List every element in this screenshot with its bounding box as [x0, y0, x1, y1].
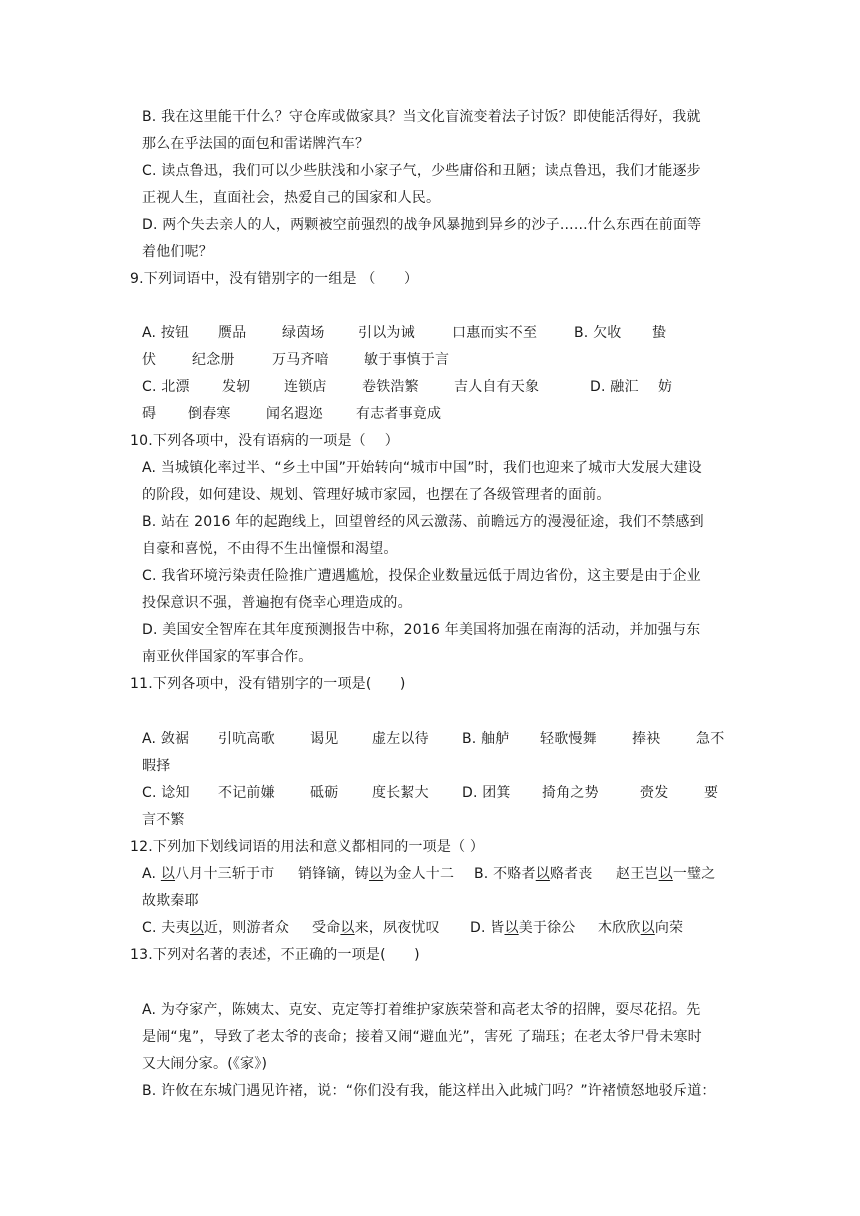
q11-option-c-label: C. 谂知 [142, 785, 190, 801]
q9-options-row1 [142, 323, 742, 343]
q12-stem: 12.下列加下划线词语的用法和意义都相同的一项是（ ） [130, 839, 485, 855]
q12-option-d-sentence1: D. 皆以美于徐公 [470, 920, 576, 936]
q11-option-a-word: 引吭高歌 [218, 731, 275, 747]
q12-option-a-sentence2: 销锋镝，铸以为金人十二 [298, 866, 455, 882]
q11-option-b-word: 轻歌慢舞 [540, 731, 597, 747]
q9-option-a-word: 绿茵场 [282, 325, 325, 341]
q12-options-row1 [142, 864, 742, 884]
q8-option-b-line1: B. 我在这里能干什么？守仓库或做家具？当文化盲流变着法子讨饭？即使能活得好，我就 [142, 109, 701, 125]
q10-option-c-line1: C. 我省环境污染责任险推广遭遇尴尬，投保企业数量远低于周边省份，这主要是由于企业 [142, 568, 701, 584]
q11-option-b-word: 急不 [696, 731, 725, 747]
q11-option-c-word: 不记前嫌 [218, 785, 275, 801]
q9-option-b-word: 纪念册 [192, 352, 235, 368]
q9-options-row4 [142, 404, 742, 424]
q9-option-c-word: 发轫 [222, 379, 251, 395]
q13-option-a-line1: A. 为夺家产，陈姨太、克安、克定等打着维护家族荣誉和高老太爷的招牌，耍尽花招。先 [142, 1002, 701, 1018]
q11-option-a-word: 虚左以待 [372, 731, 429, 747]
q9-option-d-word: 有志者事竟成 [356, 406, 442, 422]
q12-option-c-sentence2: 受命以来，夙夜忧叹 [312, 920, 440, 936]
q13-stem: 13.下列对名著的表述，不正确的一项是( ) [130, 947, 420, 963]
q9-option-d-label: D. 融汇 [590, 379, 639, 395]
q9-option-b-label: B. 欠收 [574, 325, 622, 341]
q9-options-row2 [142, 350, 742, 370]
q11-stem: 11.下列各项中，没有错别字的一项是( ) [130, 676, 406, 692]
q9-option-b-word: 万马齐喑 [272, 352, 329, 368]
q9-option-a-word: 引以为诫 [358, 325, 415, 341]
q11-option-c-word: 砥砺 [310, 785, 339, 801]
q8-option-c-line2: 正视人生，直面社会，热爱自己的国家和人民。 [142, 190, 441, 206]
q9-option-d-word: 倒春寒 [188, 406, 231, 422]
q13-option-a-line2: 是闹“鬼”，导致了老太爷的丧命；接着又闹“避血光”，害死 了瑞珏；在老太爷尸骨未寒时 [142, 1029, 702, 1045]
q9-option-c-word: 吉人自有天象 [454, 379, 540, 395]
q9-option-a-word: 赝品 [218, 325, 247, 341]
q11-option-b-word: 捧袂 [632, 731, 661, 747]
q13-option-a-line3: 又大闹分家。(《家》) [142, 1056, 268, 1072]
q9-option-a-word: 口惠而实不至 [452, 325, 538, 341]
q12-option-a-sentence1: A. 以八月十三斩于市 [142, 866, 275, 882]
q12-option-d-sentence2: 木欣欣以向荣 [598, 920, 684, 936]
q12-option-b-sentence2: 赵王岂以一璧之 [616, 866, 716, 882]
q12-options-row3 [142, 918, 742, 938]
q8-option-c-line1: C. 读点鲁迅，我们可以少些肤浅和小家子气，少些庸俗和丑陋；读点鲁迅，我们才能逐步 [142, 163, 701, 179]
q11-option-d-word: 要 [704, 785, 719, 801]
q11-option-d-word: 掎角之势 [542, 785, 599, 801]
q12-option-b-sentence1: B. 不赂者以赂者丧 [474, 866, 593, 882]
q12-option-c-sentence1: C. 夫夷以近，则游者众 [142, 920, 290, 936]
q9-option-c-word: 卷铁浩繁 [362, 379, 419, 395]
q10-option-b-line2: 自豪和喜悦，不由得不生出憧憬和渴望。 [142, 541, 398, 557]
q10-option-d-line1: D. 美国安全智库在其年度预测报告中称，2016 年美国将加强在南海的活动，并加强与东 [142, 622, 701, 638]
q9-options-row3 [142, 377, 742, 397]
q9-option-b-word: 敏于事慎于言 [364, 352, 450, 368]
q10-option-d-line2: 南亚伙伴国家的军事合作。 [142, 649, 313, 665]
q13-option-b-line1: B. 许攸在东城门遇见许褚，说：“你们没有我，能这样出入此城门吗？”许褚愤怒地驳斥道： [142, 1083, 716, 1099]
q11-options-row2: 暇择 [142, 758, 171, 774]
q11-option-a-label: A. 敛裾 [142, 731, 190, 747]
q11-options-row4: 言不繁 [142, 812, 185, 828]
q9-option-d-word: 碍 [142, 406, 157, 422]
q9-option-a-label: A. 按钮 [142, 325, 190, 341]
q9-option-b-word: 伏 [142, 352, 157, 368]
q12-option-b-continued: 故欺秦耶 [142, 893, 199, 909]
q11-option-d-label: D. 团箕 [462, 785, 511, 801]
q9-stem: 9.下列词语中，没有错别字的一组是 （ ） [130, 271, 419, 287]
q10-option-c-line2: 投保意识不强，普遍抱有侥幸心理造成的。 [142, 595, 412, 611]
q8-option-d-line2: 着他们呢？ [142, 244, 213, 260]
q9-option-d-word: 闻名遐迩 [266, 406, 323, 422]
q10-stem: 10.下列各项中，没有语病的一项是（ ） [130, 433, 399, 449]
q8-option-b-line2: 那么在乎法国的面包和雷诺牌汽车？ [142, 136, 370, 152]
q11-option-b-label: B. 舳舻 [462, 731, 510, 747]
q10-option-a-line1: A. 当城镇化率过半、“乡土中国”开始转向“城市中国”时，我们也迎来了城市大发展大建设 [142, 460, 702, 476]
q11-options-row1 [142, 729, 742, 749]
q11-option-a-word: 谒见 [310, 731, 339, 747]
q9-option-b-word: 蛰 [652, 325, 667, 341]
q10-option-b-line1: B. 站在 2016 年的起跑线上，回望曾经的风云激荡、前瞻远方的漫漫征途，我们不禁感到 [142, 514, 704, 530]
q10-option-a-line2: 的阶段，如何建设、规划、管理好城市家园，也摆在了各级管理者的面前。 [142, 487, 611, 503]
q8-option-d-line1: D. 两个失去亲人的人，两颗被空前强烈的战争风暴抛到异乡的沙子......什么东西在前面等 [142, 217, 702, 233]
q9-option-d-word: 妨 [658, 379, 673, 395]
q11-options-row3 [142, 783, 742, 803]
q11-option-d-word: 赍发 [640, 785, 669, 801]
q11-option-c-word: 度长絜大 [372, 785, 429, 801]
q9-option-c-label: C. 北漂 [142, 379, 190, 395]
q9-option-c-word: 连锁店 [284, 379, 327, 395]
